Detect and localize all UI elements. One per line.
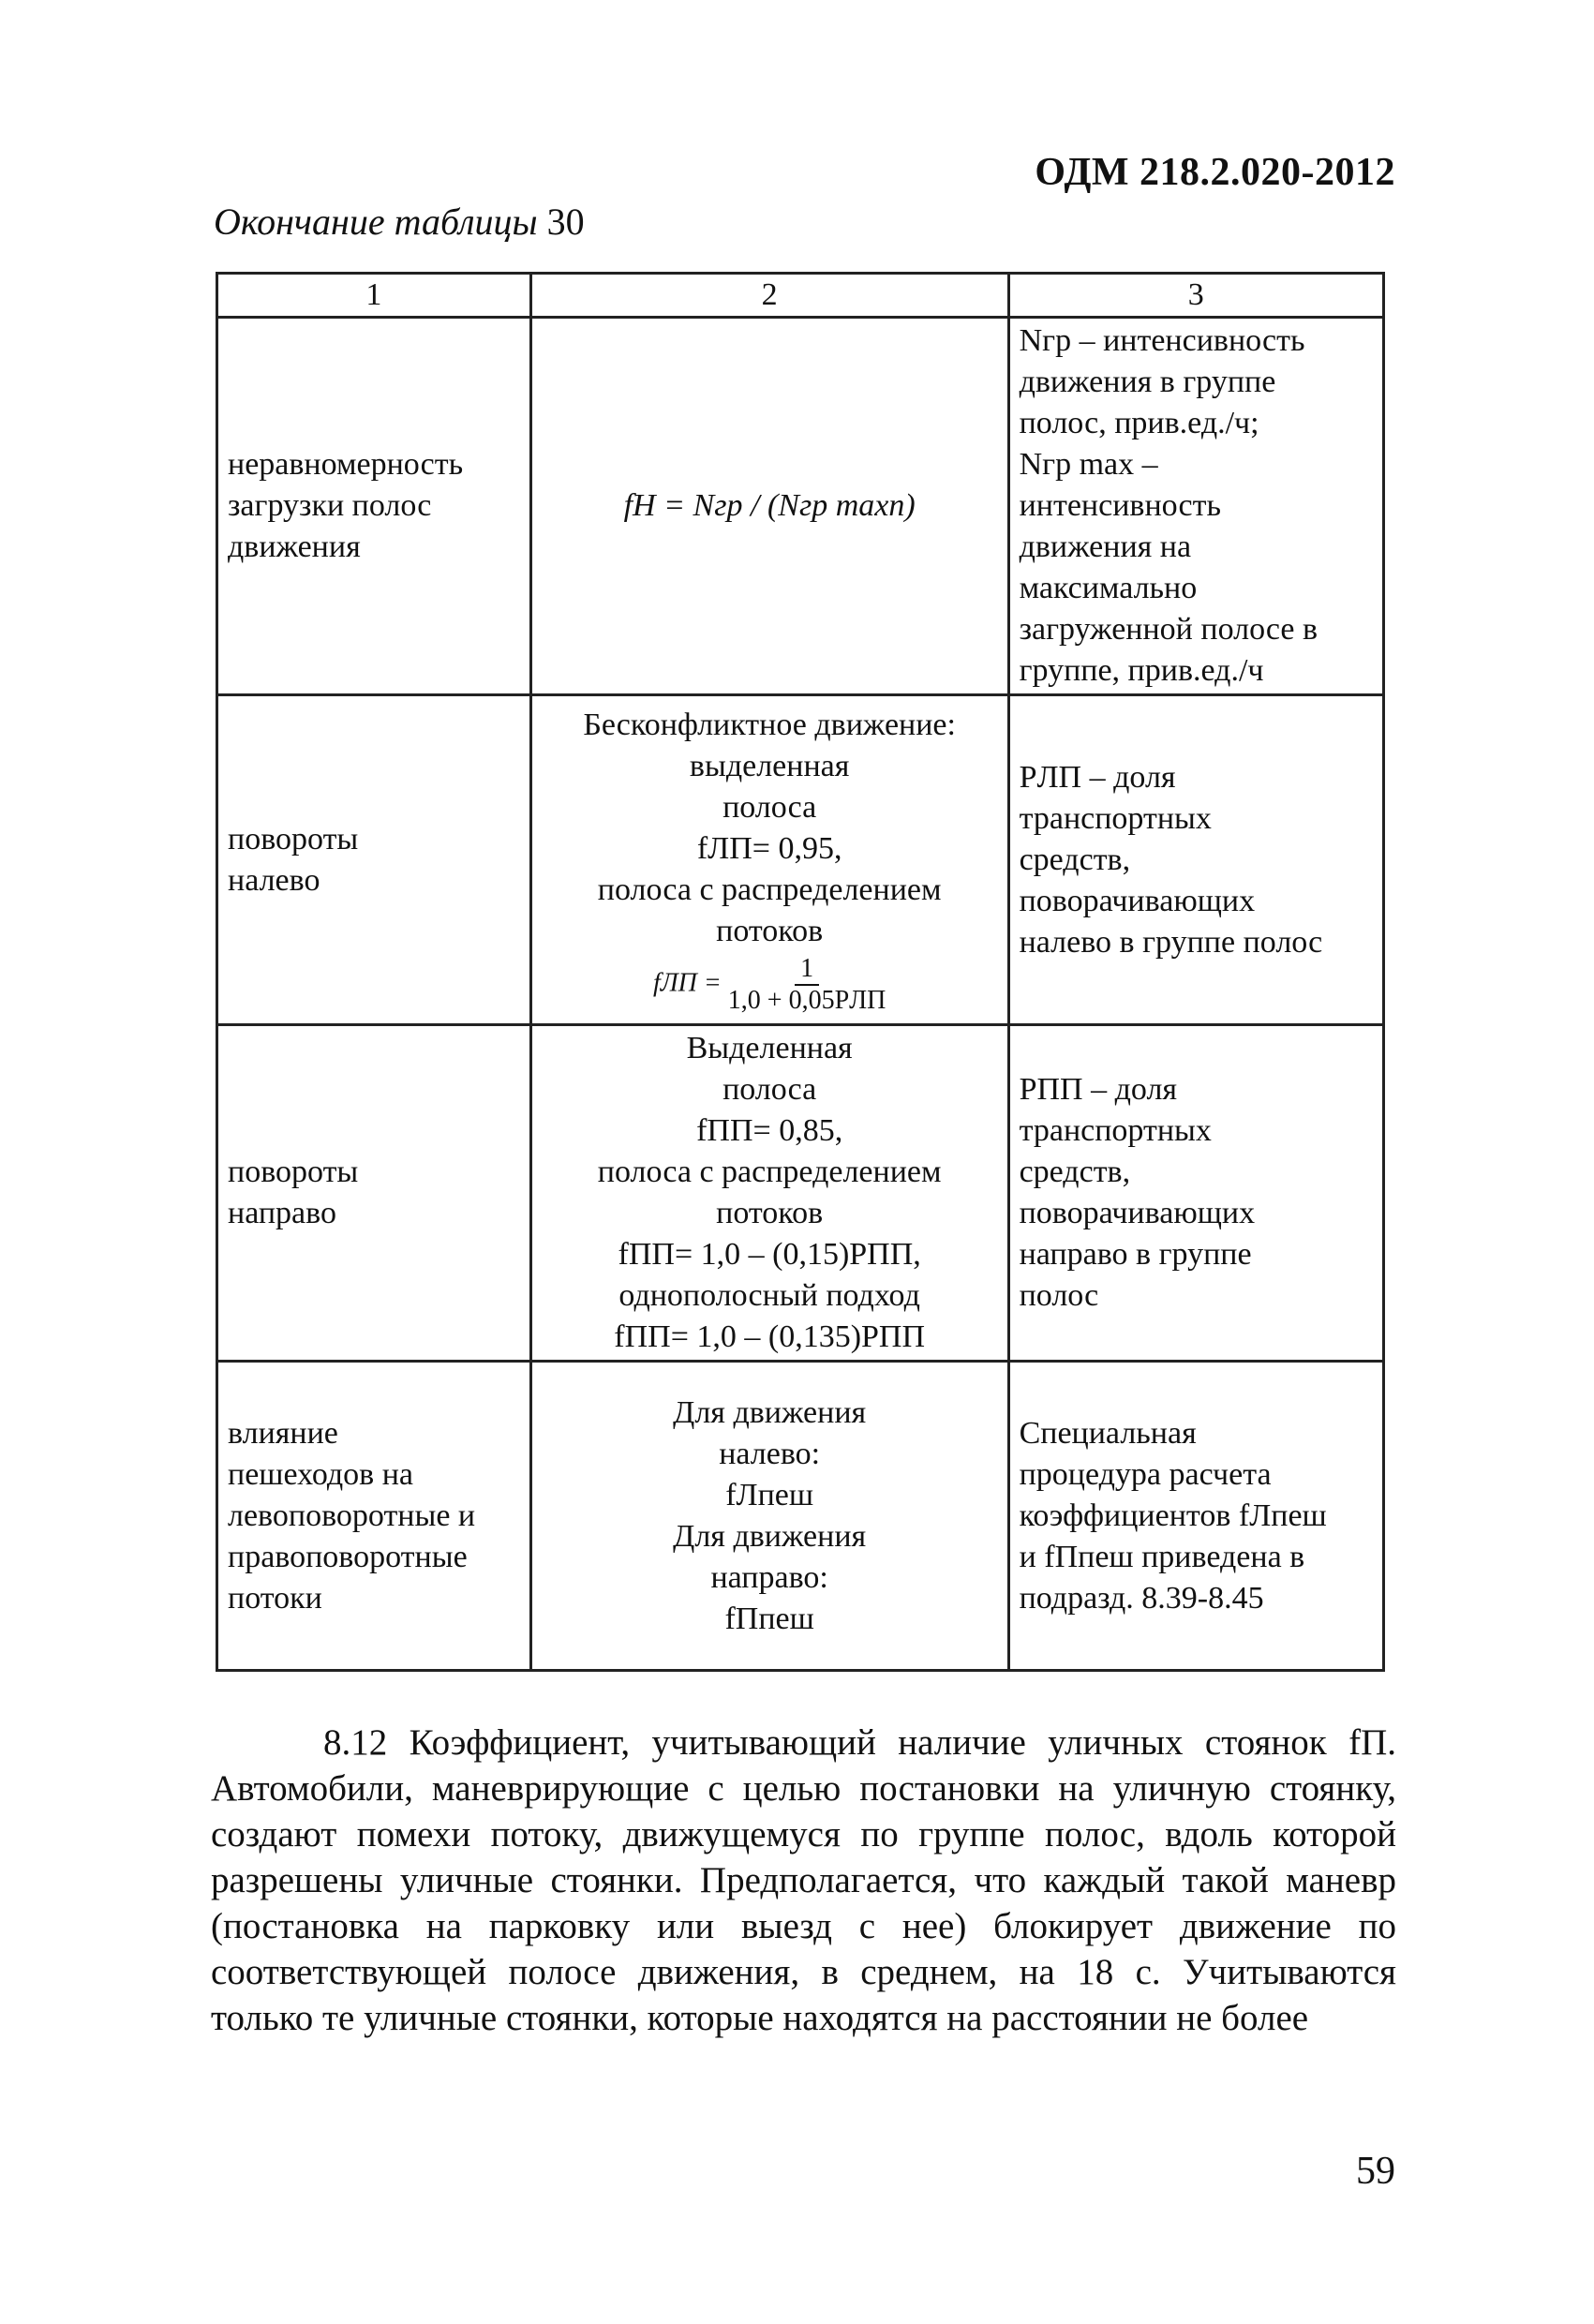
notation-cell: PЛП – доля транспортных средств, поворачивающих налево в группе полос — [1008, 695, 1383, 1025]
table-caption — [214, 200, 585, 244]
body-text — [211, 1720, 1396, 2041]
factor-name-cell: неравномерность загрузки полос движения — [217, 318, 531, 695]
formula-cell: Выделенная полоса fПП= 0,85, полоса с распределением потоков fПП= 1,0 – (0,15)PПП, однополосный подход fПП= 1,0 – (0,135)PПП — [530, 1025, 1008, 1362]
notation-cell: PПП – доля транспортных средств, поворачивающих направо в группе полос — [1008, 1025, 1383, 1362]
formula-text: Бесконфликтное движение: выделенная полоса fЛП= 0,95, полоса с распределением потоков — [583, 707, 956, 948]
fraction-formula — [542, 954, 998, 1016]
formula-cell — [530, 695, 1008, 1025]
factor-name-cell: повороты направо — [217, 1025, 531, 1362]
factor-name-cell: влияние пешеходов на левоповоротные и правоповоротные потоки — [217, 1362, 531, 1671]
column-header: 2 — [530, 274, 1008, 318]
table-row — [217, 1362, 1384, 1671]
fraction — [728, 954, 886, 1016]
paragraph: 8.12 Коэффициент, учитывающий наличие уличных стоянок fП. Автомобили, маневрирующие с целью постановки на уличную стоянку, создают помехи потоку, движущемуся по группе полос, вдоль которой разрешены уличные стоянки. Предполагается, что каждый такой маневр (постановка на парковку или выезд с нее) блокирует движение по соответствующей полосе движения, в среднем, на 18 с. Учитываются только те уличные стоянки, которые находятся на расстоянии не более — [211, 1722, 1396, 2038]
fraction-denominator: 1,0 + 0,05PЛП — [727, 985, 886, 1015]
factor-name-cell: повороты налево — [217, 695, 531, 1025]
notation-cell: Специальная процедура расчета коэффициентов fЛпеш и fПпеш приведена в подразд. 8.39-8.45 — [1008, 1362, 1383, 1671]
document-code: ОДМ 218.2.020-2012 — [1035, 151, 1395, 194]
coefficients-table — [216, 272, 1385, 1672]
column-header: 1 — [217, 274, 531, 318]
page-number: 59 — [1356, 2150, 1395, 2193]
notation-cell: Nгр – интенсивность движения в группе полос, прив.ед./ч; Nгр max – интенсивность движения на максимально загруженной полосе в группе, прив.ед./ч — [1008, 318, 1383, 695]
formula-cell: fН = Nгр / (Nгр maxn) — [530, 318, 1008, 695]
table-caption-label: Окончание таблицы — [214, 201, 538, 243]
fraction-lhs: fЛП = — [652, 967, 722, 997]
formula-cell: Для движения налево: fЛпеш Для движения направо: fПпеш — [530, 1362, 1008, 1671]
fraction-numerator: 1 — [795, 954, 819, 986]
table-row — [217, 695, 1384, 1025]
table-row — [217, 1025, 1384, 1362]
table-header-row — [217, 274, 1384, 318]
column-header: 3 — [1008, 274, 1383, 318]
table-row — [217, 318, 1384, 695]
table-caption-number: 30 — [546, 201, 585, 243]
